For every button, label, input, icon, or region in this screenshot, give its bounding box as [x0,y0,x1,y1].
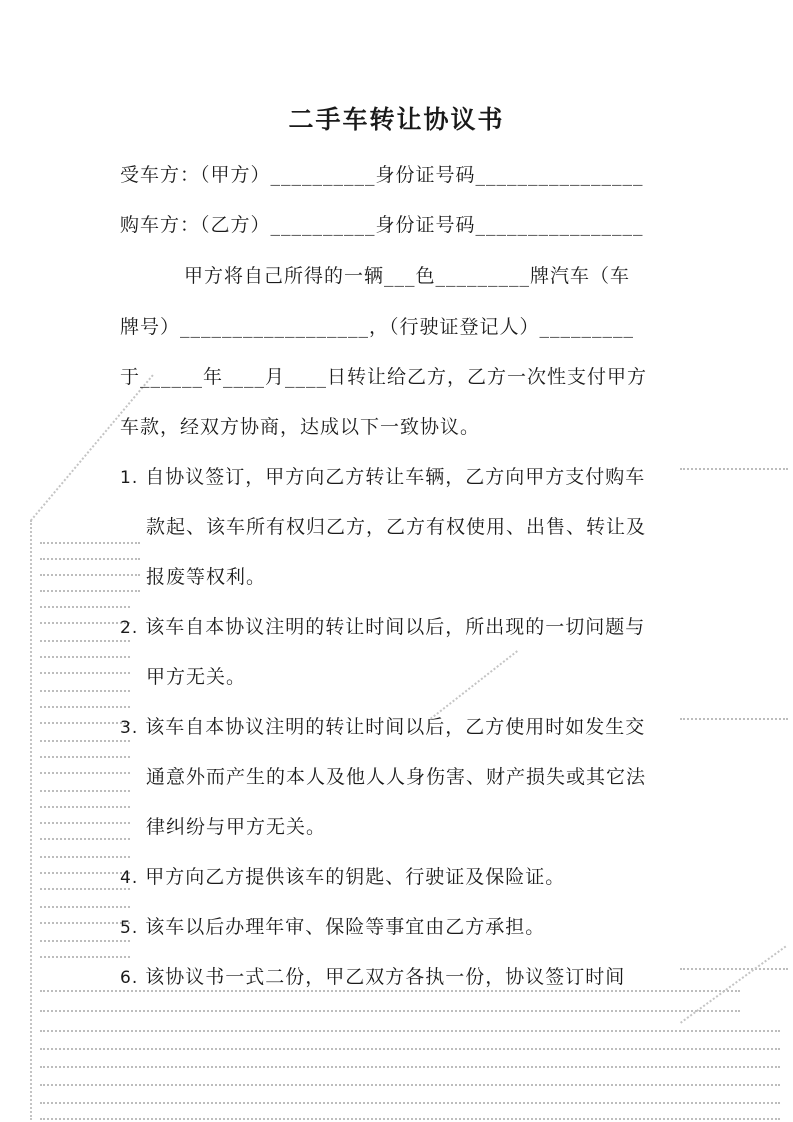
clause-text: 报废等权利。 [146,566,267,588]
decor-dotted-line [40,922,130,924]
decor-dotted-line [40,590,140,592]
decor-dotted-line [40,606,130,608]
decor-dotted-line [40,940,130,942]
decor-dotted-line [40,722,130,724]
clause-text: 通意外而产生的本人及他人人身伤害、财产损失或其它法 [146,766,647,788]
body-line: 车款，经双方协商，达成以下一致协议。 [120,416,481,438]
decor-dotted-line [430,650,518,719]
decor-dotted-line [680,968,788,970]
clause-text: 款起、该车所有权归乙方，乙方有权使用、出售、转让及 [146,516,647,538]
clause-2 [120,612,645,639]
body-line: 于______年____月____日转让给乙方，乙方一次性支付甲方 [120,366,648,388]
decor-dotted-line [40,956,130,958]
decor-dotted-line [40,1066,780,1068]
clause-number: 5. [120,918,139,938]
decor-dotted-line [40,558,140,560]
clause-4 [120,862,565,889]
clause-3 [120,712,645,739]
clause-text: 该协议书一式二份，甲乙双方各执一份，协议签订时间 [145,966,626,988]
decor-dotted-line [40,1048,780,1050]
clause-6 [120,962,625,989]
decor-dotted-line [40,872,130,874]
decor-dotted-line [40,1118,780,1120]
clause-text: 律纠纷与甲方无关。 [146,816,327,838]
decor-dotted-line [40,906,130,908]
party-a-line: 受车方：（甲方）__________身份证号码________________ [120,164,644,186]
decor-dotted-line [40,822,130,824]
clause-number: 6. [120,968,139,988]
clause-text: 该车自本协议注明的转让时间以后，所出现的一切问题与 [145,616,646,638]
document-title: 二手车转让协议书 [288,105,505,134]
decor-dotted-line [40,790,130,792]
decor-dotted-line [40,672,130,674]
decor-dotted-line [40,740,130,742]
decor-dotted-line [40,640,130,642]
decor-dotted-line [40,1084,780,1086]
decor-dotted-line [680,718,788,720]
decor-dotted-line [40,706,130,708]
clause-text: 该车自本协议注明的转让时间以后，乙方使用时如发生交 [145,716,646,738]
decor-dotted-line [40,990,740,992]
body-line: 牌号）__________________，（行驶证登记人）_________ [120,316,635,338]
clause-text: 甲方向乙方提供该车的钥匙、行驶证及保险证。 [145,866,566,888]
decor-dotted-line [40,656,130,658]
decor-dotted-line [40,1010,740,1012]
clause-text: 自协议签订，甲方向乙方转让车辆，乙方向甲方支付购车 [145,466,646,488]
clause-number: 4. [120,868,139,888]
decor-dotted-line [30,520,32,1120]
clause-text: 甲方无关。 [146,666,247,688]
decor-dotted-line [40,622,130,624]
body-line: 甲方将自己所得的一辆___色_________牌汽车（车 [184,265,631,287]
decor-dotted-line [30,374,154,521]
clause-1 [120,462,645,489]
decor-dotted-line [40,1102,780,1104]
decor-dotted-line [40,542,140,544]
decor-dotted-line [40,756,130,758]
clause-text: 该车以后办理年审、保险等事宜由乙方承担。 [145,916,546,938]
decor-dotted-line [40,574,140,576]
clause-5 [120,912,545,939]
decor-dotted-line [680,468,788,470]
decor-dotted-line [40,1030,780,1032]
clause-number: 1. [120,468,139,488]
decor-dotted-line [40,888,130,890]
decor-dotted-line [40,856,130,858]
clause-number: 2. [120,618,139,638]
decor-dotted-line [40,806,130,808]
clause-number: 3. [120,718,139,738]
party-b-line: 购车方：（乙方）__________身份证号码________________ [120,214,644,236]
decor-dotted-line [40,838,130,840]
decor-dotted-line [40,690,130,692]
decor-dotted-line [40,772,130,774]
